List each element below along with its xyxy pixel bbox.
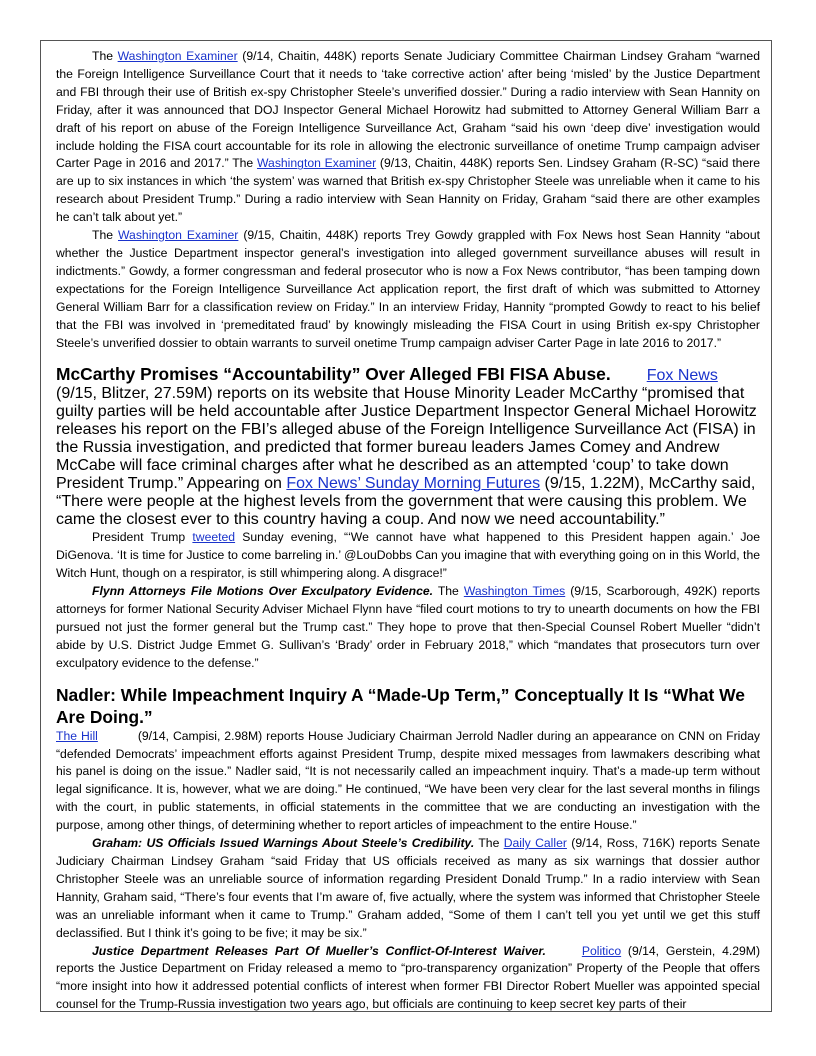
subheadline: Justice Department Releases Part Of Mueller’s Conflict-Of-Interest Waiver. bbox=[92, 943, 546, 958]
story-mccarthy: McCarthy Promises “Accountability” Over Alleged FBI FISA Abuse. Fox News (9/15, Blitzer, 27.59M) reports on its website that House Minority Leader McCarthy “promised that guilty parties will be held accountable after Justice Department Inspector General Michael Horowitz releases his report on the FBI’s alleged abuse of the Foreign Intelligence Surveillance Act (FISA) in the Russia investigation, and predicted that former bureau leaders James Comey and Andrew McCabe will face criminal charges after what he described as an attempted ‘coup’ to take down President Trump.” Appearing on Fox News’ Sunday Morning Futures (9/15, 1.22M), McCarthy said, “There were people at the highest levels from the government that were causing this problem. We came the closest ever to this country having a coup. And now we need accountability.” President Trump tweeted Sunday evening, “‘We cannot have what happened to this President happen again.’ Joe DiGenova. ‘It is time for Justice to come barreling in.’ @LouDobbs Can you imagine that with everything going on in this World, the Witch Hunt, though on a respirator, is still whimpering along. A disgrace!” Flynn Attorneys File Motions Over Exculpatory Evidence. The Washington Times (9/15, Scarborough, 492K) reports attorneys for former National Security Adviser Michael Flynn have “filed court motions to try to unearth documents on how the FBI pursued not just the former general but the Trump cast.” They hope to prove that then-Special Counsel Robert Mueller “didn’t abide by U.S. District Judge Emmet G. Sullivan’s ‘Brady’ order in February 2018,” which “mandates that prosecutors turn over exculpatory evidence to the defense.” bbox=[56, 363, 760, 672]
subheadline: Flynn Attorneys File Motions Over Exculpatory Evidence. bbox=[92, 584, 434, 599]
story-headline: McCarthy Promises “Accountability” Over Alleged FBI FISA Abuse. bbox=[56, 364, 611, 385]
paragraph: The Washington Examiner (9/15, Chaitin, 448K) reports Trey Gowdy grappled with Fox News host Sean Hannity “about whether the Justice Department inspector general’s investigation into alleged government surveillance abuses will result in indictments.” Gowdy, a former congressman and federal prosecutor who is now a Fox News contributor, “has been tamping down expectations for the Foreign Intelligence Surveillance Act application report, the first draft of which was submitted to Attorney General William Barr for a classification review on Friday.” In an interview Friday, Hannity “prompted Gowdy to react to his belief that the FBI was involved in ‘premeditated fraud’ by knowingly misleading the FISA Court in using British ex-spy Christopher Steele’s unverified dossier to obtain warrants to surveil onetime Trump campaign adviser Carter Page in late 2016 to 2017.” bbox=[56, 228, 761, 350]
source-link[interactable]: Washington Examiner bbox=[118, 228, 239, 243]
source-link[interactable]: The Hill bbox=[56, 728, 98, 743]
paragraph: Graham: US Officials Issued Warnings About Steele’s Credibility. The Daily Caller (9/14, Ross, 716K) reports Senate Judiciary Chairman Lindsey Graham “said Friday that US officials received as many as six warnings that dossier author Christopher Steele was an unreliable source of information regarding President Donald Trump.” In a radio interview with Sean Hannity, Graham said, “There’s four events that I’m aware of, five actually, where the system was informed that Christopher Steele was an unreliable informant when it came to Trump.” Graham added, “Some of them I can’t tell you yet until we get this stuff declassified. But I think it’s going to be five; it may be six.” bbox=[56, 836, 760, 940]
source-link[interactable]: Politico bbox=[581, 943, 622, 958]
story-headline: Nadler: While Impeachment Inquiry A “Made-Up Term,” Conceptually It Is “What We Are Doing.” bbox=[56, 684, 745, 727]
paragraph: Flynn Attorneys File Motions Over Exculpatory Evidence. The Washington Times (9/15, Scarborough, 492K) reports attorneys for former National Security Adviser Michael Flynn have “filed court motions to try to unearth documents on how the FBI pursued not just the former general but the Trump cast.” They hope to prove that then-Special Counsel Robert Mueller “didn’t abide by U.S. District Judge Emmet G. Sullivan’s ‘Brady’ order in February 2018,” which “mandates that prosecutors turn over exculpatory evidence to the defense.” bbox=[56, 584, 760, 670]
subheadline: Graham: US Officials Issued Warnings About Steele’s Credibility. bbox=[92, 836, 475, 851]
source-link[interactable]: Washington Examiner bbox=[117, 49, 238, 63]
source-link[interactable]: Washington Examiner bbox=[256, 156, 377, 171]
paragraph: The Hill (9/14, Campisi, 2.98M) reports House Judiciary Chairman Jerrold Nadler during an appearance on CNN on Friday “defended Democrats’ impeachment efforts against President Trump, despite mixed messages from lawmakers describing what his panel is doing on the issue.” Nadler said, “It is not necessarily called an impeachment inquiry. That’s a made-up term without legal significance. It is, however, what we are doing.” He continued, “We have been very clear for the last several months in filings with the court, in public statements, in official statements in the committee that we are conducting an investigation with the purpose, among other things, of determining whether to report articles of impeachment to the entire House.” bbox=[56, 728, 760, 833]
paragraph: Justice Department Releases Part Of Mueller’s Conflict-Of-Interest Waiver. Politico (9/14, Gerstein, 4.29M) reports the Justice Department on Friday released a memo to “pro-transparency organization” Property of the People that offers “more insight into how it addressed potential conflicts of interest when former FBI Director Robert Mueller was appointed special counsel for the Trump-Russia investigation two years ago, but officials are continuing to keep secret key parts of their bbox=[56, 943, 760, 1012]
source-link[interactable]: Fox News bbox=[646, 367, 718, 385]
paragraph: The Washington Examiner (9/14, Chaitin, 448K) reports Senate Judiciary Committee Chairman Lindsey Graham “warned the Foreign Intelligence Surveillance Court that it needs to ‘take corrective action’ after being ‘misled’ by the Justice Department and FBI through their use of British ex-spy Christopher Steele’s unverified dossier.” During a radio interview with Sean Hannity on Friday, after it was announced that DOJ Inspector General Michael Horowitz had submitted to Attorney General William Barr a draft of his report on abuse of the Foreign Intelligence Surveillance Act, Graham “said his own ‘deep dive’ investigation would include holding the FISA court accountable for its role in allowing the electronic surveillance of onetime Trump campaign adviser Carter Page in 2016 and 2017.” The Washington Examiner (9/13, Chaitin, 448K) reports Sen. Lindsey Graham (R-SC) “said there are up to six instances in which ‘the system’ was warned that British ex-spy Christopher Steele was unreliable when it came to his research about President Trump.” During a radio interview with Sean Hannity on Friday, Graham “said there are other examples he can’t talk about yet.” bbox=[56, 49, 760, 225]
tweet-link[interactable]: tweeted bbox=[192, 530, 236, 545]
paragraph: President Trump tweeted Sunday evening, “‘We cannot have what happened to this President happen again.’ Joe DiGenova. ‘It is time for Justice to come barreling in.’ @LouDobbs Can you imagine that with everything going on in this World, the Witch Hunt, though on a respirator, is still whimpering along. A disgrace!” bbox=[56, 530, 760, 581]
story-nadler bbox=[56, 684, 760, 1015]
source-link[interactable]: Fox News’ Sunday Morning Futures bbox=[286, 475, 541, 493]
document-body bbox=[56, 48, 760, 1014]
source-link[interactable]: Washington Times bbox=[463, 584, 566, 599]
source-link[interactable]: Daily Caller bbox=[503, 836, 567, 851]
